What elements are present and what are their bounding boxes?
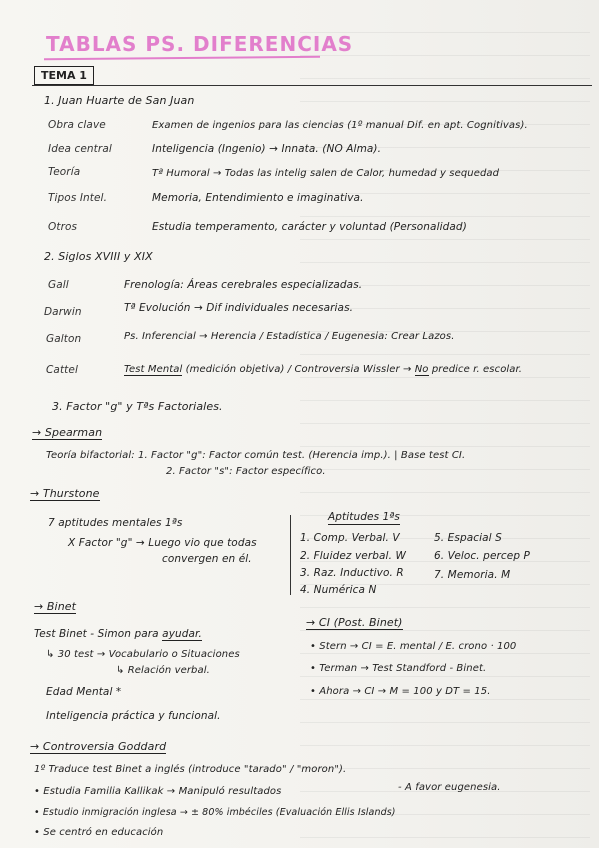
thurstone-line-1: 7 aptitudes mentales 1ªs [48,517,183,529]
goddard-line-3: • Estudio inmigración inglesa → ± 80% imbéciles (Evaluación Ellis Islands) [34,807,396,818]
huarte-label-tipos: Tipos Intel. [48,192,108,204]
huarte-value-idea: Inteligencia (Ingenio) → Innata. (NO Alma). [152,143,382,155]
spearman-line-2: 2. Factor "s": Factor específico. [166,466,326,477]
huarte-label-obra: Obra clave [48,119,106,131]
goddard-side-note: - A favor eugenesia. [398,782,501,793]
binet-heading: → Binet [34,600,77,613]
section-rule [32,85,592,86]
cattel-medicion: (medición objetiva) / Controversia Wissler → [185,364,412,375]
huarte-label-teoria: Teoría [48,166,81,178]
tema-box: TEMA 1 [34,66,94,85]
aptitudes-brace [290,515,297,595]
binet-line-3: ↳ Relación verbal. [116,665,210,676]
spearman-heading: → Spearman [32,426,103,439]
huarte-label-idea: Idea central [48,143,112,155]
aptitud-3: 3. Raz. Inductivo. R [300,567,404,579]
binet-line-5: Inteligencia práctica y funcional. [46,710,221,722]
huarte-value-tipos: Memoria, Entendimiento e imaginativa. [152,192,364,204]
aptitud-7: 7. Memoria. M [434,569,511,581]
siglos-label-cattel: Cattel [46,364,78,376]
huarte-value-otros: Estudia temperamento, carácter y voluntad (Personalidad) [152,221,467,233]
siglos-label-darwin: Darwin [44,306,82,318]
cattel-no: No [414,364,429,375]
aptitud-2: 2. Fluidez verbal. W [300,550,406,562]
ci-line-3: • Ahora → CI → M = 100 y DT = 15. [310,686,491,697]
ci-line-2: • Terman → Test Standford - Binet. [310,663,487,674]
ci-heading: → CI (Post. Binet) [306,616,403,629]
goddard-line-4: • Se centró en educación [34,827,164,838]
siglos-label-gall: Gall [48,279,69,291]
spearman-line-1: Teoría bifactorial: 1. Factor "g": Factor común test. (Herencia imp.). | Base test CI. [46,450,466,461]
huarte-value-obra: Examen de ingenios para las ciencias (1º manual Dif. en apt. Cognitivas). [152,120,528,131]
goddard-line-2: • Estudia Familia Kallikak → Manipuló resultados [34,786,282,797]
huarte-heading: 1. Juan Huarte de San Juan [44,94,195,107]
cattel-test-mental: Test Mental [124,364,183,375]
aptitudes-heading: Aptitudes 1ªs [328,511,400,523]
thurstone-line-2: X Factor "g" → Luego vio que todas [68,537,257,549]
siglos-label-galton: Galton [46,333,82,345]
binet-line-1-a: Test Binet - Simon para [34,628,159,640]
binet-line-2: ↳ 30 test → Vocabulario o Situaciones [46,649,240,660]
thurstone-line-3: convergen en él. [162,553,252,565]
siglos-heading: 2. Siglos XVIII y XIX [44,250,153,263]
binet-line-1 [34,628,202,641]
huarte-value-teoria: Tª Humoral → Todas las intelig salen de Calor, humedad y sequedad [152,168,500,179]
factor-heading: 3. Factor "g" y Tªs Factoriales. [52,400,223,413]
goddard-heading: → Controversia Goddard [30,740,167,753]
aptitud-6: 6. Veloc. percep P [434,550,530,562]
cattel-predice: predice r. escolar. [431,364,523,375]
siglos-value-darwin: Tª Evolución → Dif individuales necesarias. [124,302,354,314]
aptitud-4: 4. Numérica N [300,584,377,596]
page-title: TABLAS PS. DIFERENCIAS [46,32,354,56]
aptitud-5: 5. Espacial S [434,532,502,544]
siglos-value-galton: Ps. Inferencial → Herencia / Estadística / Eugenesia: Crear Lazos. [124,331,455,342]
thurstone-heading: → Thurstone [30,487,100,500]
title-underline [44,56,320,60]
siglos-value-gall: Frenología: Áreas cerebrales especializadas. [124,279,363,291]
aptitud-1: 1. Comp. Verbal. V [300,532,400,544]
goddard-line-1: 1º Traduce test Binet a inglés (introduce "tarado" / "moron"). [34,764,347,775]
binet-line-4: Edad Mental * [46,686,122,698]
huarte-label-otros: Otros [48,221,78,233]
binet-line-1-b: ayudar. [162,628,202,640]
siglos-value-cattel [124,363,522,376]
bleed-through-texture [300,10,590,840]
ci-line-1: • Stern → CI = E. mental / E. crono · 100 [310,641,517,652]
